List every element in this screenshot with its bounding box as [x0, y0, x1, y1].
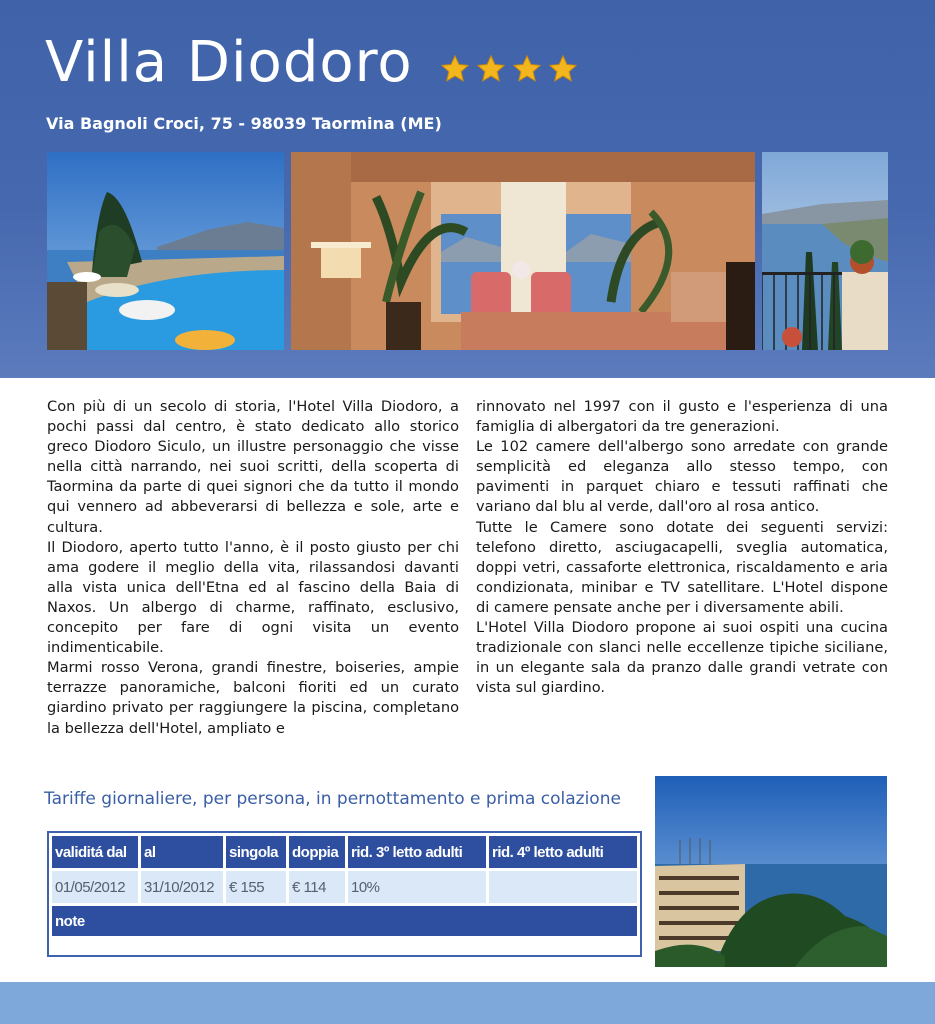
header-fourth-bed: rid. 4º letto adulti — [489, 836, 637, 868]
header-banner — [0, 0, 935, 378]
footer-bar — [0, 982, 935, 1024]
description-paragraph: Il Diodoro, aperto tutto l'anno, è il posto giusto per chi ama godere il meglio della vita, rilassandosi davanti alla vista unica dell'Etna ed al fascino della Baia di Naxos. Un albergo di charme, raffinato, esclusivo, concepito per fare di ogni visita un evento indimenticabile. — [47, 538, 459, 657]
note-cell: note — [52, 906, 637, 936]
hotel-name: Villa Diodoro — [45, 30, 413, 95]
star-rating — [440, 54, 578, 84]
header-third-bed: rid. 3º letto adulti — [348, 836, 486, 868]
description-paragraph: Tutte le Camere sono dotate dei seguenti servizi: telefono diretto, asciugacapelli, sveglia automatica, doppi vetri, cassaforte elettronica, riscaldamento e aria condizionata, minibar e TV satellitare. L'Hotel dispone di camere pensate anche per i diversamente abili. — [476, 518, 888, 616]
table-note-row — [52, 906, 637, 936]
header-valid-to: al — [141, 836, 223, 868]
tariffs-table — [47, 831, 642, 957]
header-single: singola — [226, 836, 286, 868]
star-icon — [548, 54, 578, 84]
star-icon — [440, 54, 470, 84]
tariffs-title: Tariffe giornaliere, per persona, in pernottamento e prima colazione — [44, 789, 621, 809]
description-paragraph: Con più di un secolo di storia, l'Hotel Villa Diodoro, a pochi passi dal centro, è stato dedicato allo storico greco Diodoro Siculo, un illustre personaggio che visse nella città narrando, nei suoi scritti, della scoperta di Taormina da parte di quei signori che da tutto il mondo qui vennero ad abbeverarsi di bellezza e sole, arte e cultura. — [47, 398, 459, 536]
description-paragraph: Marmi rosso Verona, grandi finestre, boiseries, ampie terrazze panoramiche, balconi fioriti ed un curato giardino privato per raggiungere la piscina, completano la bellezza dell'Hotel, ampliato e — [47, 659, 459, 737]
table-row — [52, 871, 637, 903]
photo-hotel-exterior — [655, 776, 887, 967]
star-icon — [476, 54, 506, 84]
cell-valid-to: 31/10/2012 — [141, 871, 223, 903]
description-column-2 — [476, 397, 888, 698]
cell-double: € 114 — [289, 871, 345, 903]
photo-balcony-bay — [762, 152, 888, 350]
cell-single: € 155 — [226, 871, 286, 903]
photo-pool-terrace — [47, 152, 284, 350]
cell-third-bed: 10% — [348, 871, 486, 903]
header-valid-from: validitá dal — [52, 836, 138, 868]
table-header-row — [52, 836, 637, 868]
description-paragraph: rinnovato nel 1997 con il gusto e l'esperienza di una famiglia di albergatori da tre generazioni. — [476, 398, 888, 436]
header-double: doppia — [289, 836, 345, 868]
cell-valid-from: 01/05/2012 — [52, 871, 138, 903]
description-paragraph: L'Hotel Villa Diodoro propone ai suoi ospiti una cucina tradizionale con slanci nelle eccellenze tipiche siciliane, in un elegante sala da pranzo dalle grandi vetrate con vista sul giardino. — [476, 619, 888, 697]
description-paragraph: Le 102 camere dell'albergo sono arredate con grande semplicità ed eleganza allo stesso tempo, con pavimenti in parquet chiaro e tessuti raffinati che variano dal blu al verde, dall'oro al rosa antico. — [476, 438, 888, 516]
description-column-1 — [47, 397, 459, 739]
cell-fourth-bed — [489, 871, 637, 903]
hotel-address: Via Bagnoli Croci, 75 - 98039 Taormina (ME) — [46, 114, 442, 133]
photo-room-interior — [291, 152, 755, 350]
star-icon — [512, 54, 542, 84]
